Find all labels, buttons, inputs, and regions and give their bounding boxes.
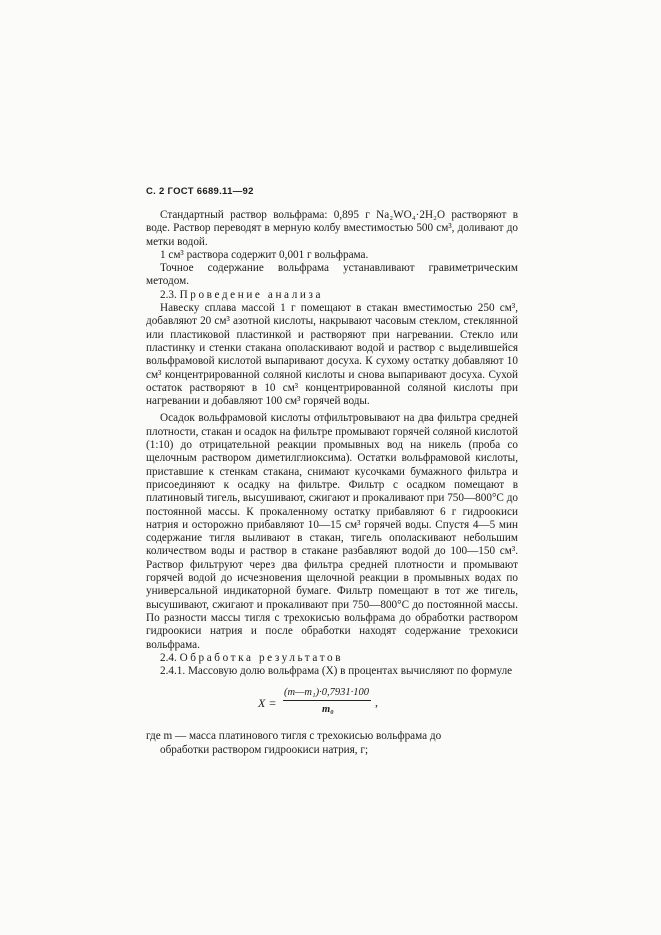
paragraph-filtration: Осадок вольфрамовой кислоты отфильтровывают на два фильтра средней плотности, стакан и осадок на фильтре промывают горячей соляной кислотой (1:10) до отрицательной реакции промывных вод на никель (проба со щелочным раствором диметилглиоксима). Остатки вольфрамовой кислоты, приставшие к стенкам стакана, снимают кусочками бумажного фильтра и присоединяют к осадку на фильтре. Фильтр с осадком помещают в платиновый тигель, высушивают, сжигают и прокаливают при 750—800°С до постоянной массы. К прокаленному остатку прибавляют 6 г гидроокиси натрия и осторожно прибавляют 10—15 см³ горячей воды. Спустя 4—5 мин содержание тигля выливают в стакан, тигель ополаскивают небольшим количеством воды и раствор в стакане разбавляют водой до 100—150 см³. Раствор фильтруют через два фильтра средней плотности и промывают горячей водой до исчезновения щелочной реакции в промывных водах по универсальной индикаторной бумаге. Фильтр помещают в тот же тигель, высушивают, сжигают и прокаливают при 750—800°С до постоянной массы. По разности массы тигля с трехокисью вольфрама до обработки раствором гидроокиси натрия и после обработки находят содержание трехокиси вольфрама. [146,412,518,651]
paragraph-concentration: 1 см³ раствора содержит 0,001 г вольфрама. [160,248,369,261]
paragraph-sample-prep: Навеску сплава массой 1 г помещают в стакан вместимостью 250 см³, добавляют 20 см³ азотной кислоты, накрывают часовым стеклом, стеклянной или пластиковой пластинкой и растворяют при нагревании. Стекло или пластинку и стенки стакана ополаскивают водой и раствор с выделившейся вольфрамовой кислотой выпаривают досуха. К сухому остатку добавляют 10 см³ концентрированной соляной кислоты и снова выпаривают досуха. Сухой остаток растворяют в 10 см³ концентрированной соляной кислоты при нагревании и добавляют 100 см³ горячей воды. [146,302,518,408]
variable-definition [146,730,518,757]
formula-denominator: m₀ [322,704,334,716]
definition-continuation: обработки раствором гидроокиси натрия, г; [160,743,369,756]
paragraph-standard-solution: Стандартный раствор вольфрама: 0,895 г Na₂WO₄·2H₂O растворяют в воде. Раствор переводят в мерную колбу вместимостью 500 см³, доливают до метки водой. [146,209,518,248]
section-heading-2-4 [146,652,518,665]
section-heading-2-3 [146,289,518,302]
fraction-bar [283,700,371,701]
section-number: 2.3. [160,288,177,301]
definition-line: где m — масса платинового тигля с трехокисью вольфрама до [146,730,442,743]
section-number: 2.4. [160,651,177,664]
paragraph-formula-intro: 2.4.1. Массовую долю вольфрама (X) в процентах вычисляют по формуле [160,665,513,678]
page-header: С. 2 ГОСТ 6689.11—92 [146,186,254,197]
formula-numerator: (m—m₁)·0,7931·100 [284,687,370,699]
section-title: Обработка результатов [179,651,344,664]
formula-block [146,683,518,727]
section-title: Проведение анализа [179,288,324,301]
paragraph-gravimetric: Точное содержание вольфрама устанавливают гравиметрическим методом. [146,262,518,288]
formula-lhs: X = [258,696,277,711]
document-body [146,209,518,757]
formula-comma: , [375,695,378,710]
